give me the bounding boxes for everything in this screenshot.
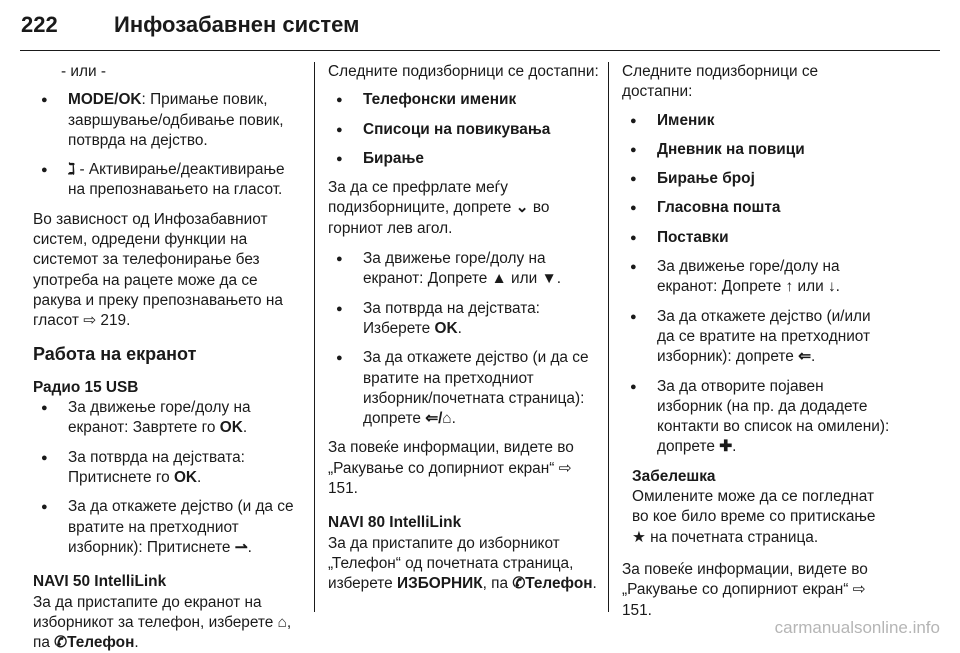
list-item: ● Поставки	[622, 228, 892, 248]
list-item: ● За движење горе/долу на екранот: Завртете го OK.	[33, 398, 303, 439]
paragraph: Следните подизборници се достапни:	[622, 63, 819, 101]
list-item: ● Бирање	[328, 149, 600, 169]
column-middle	[328, 62, 600, 595]
list-item: ● За потврда на дејствата: Изберете OK.	[328, 299, 600, 340]
note-text: Омилените може да се погледнат во кое било време со притискање ★ на почетната страница.	[632, 488, 876, 546]
key-label: MODE/OK	[68, 91, 142, 109]
page-ref[interactable]: 151.	[328, 480, 358, 498]
watermark: carmanualsonline.info	[774, 618, 940, 637]
page-ref-icon: ⇨	[852, 581, 866, 599]
voice-icon: ℷ	[68, 161, 76, 179]
list-item: ● Именик	[622, 111, 892, 131]
list-item: ● Бирање број	[622, 169, 892, 189]
page-ref-icon: ⇨	[558, 459, 572, 477]
paragraph: Следните подизборници се достапни:	[328, 63, 599, 80]
page-ref-icon: ⇨	[83, 312, 97, 330]
page-number: 222	[21, 12, 58, 37]
list-item: ● За да отворите појавен изборник (на пр. да додадете контакти во список на омилени): допрете ✚.	[622, 377, 892, 458]
column-divider	[314, 62, 315, 612]
plus-icon: ✚	[719, 438, 733, 456]
paragraph: За повеќе информации, видете во „Ракување со допирниот екран“ ⇨ 151.	[622, 560, 868, 619]
paragraph: За да пристапите до изборникот „Телефон“ од почетната страница, изберете ИЗБОРНИК, па ✆Телефон.	[328, 534, 600, 595]
subsection-heading: NAVI 50 IntelliLink	[33, 573, 167, 591]
list-item: ● За да откажете дејство (и да се вратите на претходниот изборник): Притиснете ⇀.	[33, 497, 303, 558]
page-title: Инфозабавнен систем	[114, 12, 360, 37]
paragraph: Во зависност од Инфозабавниот систем, одредени функции на системот за телефонирање без употреба на рацете може да се ракува и преку препознавањето на гласот ⇨ 219.	[33, 210, 283, 330]
section-heading: Работа на екранот	[33, 343, 197, 364]
column-divider	[608, 62, 609, 612]
list-item: ● Гласовна пошта	[622, 198, 892, 218]
paragraph: За да пристапите до екранот на изборникот за телефон, изберете ⌂, па ✆Телефон.	[33, 593, 303, 653]
paragraph: За да се префрлате меѓу подизборниците, допрете ⌄ во горниот лев агол.	[328, 179, 550, 237]
back-home-icon: ⇐/⌂	[425, 410, 452, 428]
phone-icon: ✆	[54, 634, 68, 652]
phone-icon: ✆	[512, 575, 526, 593]
list-item: ● Дневник на повици	[622, 140, 892, 160]
subsection-heading: NAVI 80 IntelliLink	[328, 514, 462, 532]
list-item: ● За да откажете дејство (и/или да се вратите на претходниот изборник): допрете ⇐.	[622, 307, 892, 368]
note-box	[622, 467, 892, 548]
list-item: ● За потврда на дејствата: Притиснете го OK.	[33, 448, 303, 489]
list-item: ● За да откажете дејство (и да се вратите на претходниот изборник/почетната страница): допрете ⇐/⌂.	[328, 348, 600, 429]
column-left	[33, 62, 303, 653]
or-separator: - или -	[61, 63, 106, 80]
list-item: ● MODE/OK: Примање повик, завршување/одбивање повик, потврда на дејство.	[33, 90, 303, 151]
list-item: ● ℷ - Активирање/деактивирање на препознавањето на гласот.	[33, 160, 303, 201]
paragraph: За повеќе информации, видете во „Ракување со допирниот екран“ ⇨ 151.	[328, 439, 574, 498]
list-item: ● За движење горе/долу на екранот: Допрете ▲ или ▼.	[328, 249, 600, 290]
page-ref[interactable]: 151.	[622, 601, 652, 619]
subsection-heading: Радио 15 USB	[33, 378, 139, 396]
list-item: ● Списоци на повикувања	[328, 120, 600, 140]
back-arrow-icon: ⇐	[798, 348, 812, 366]
back-icon: ⇀	[234, 538, 248, 556]
header-divider	[20, 50, 940, 51]
list-item: ● Телефонски именик	[328, 90, 600, 110]
column-right	[622, 62, 892, 621]
list-item: ● За движење горе/долу на екранот: Допрете ↑ или ↓.	[622, 257, 892, 298]
home-icon: ⌂	[277, 613, 287, 631]
note-title: Забелешка	[632, 467, 716, 485]
chevron-down-icon: ⌄	[515, 199, 529, 217]
page-ref[interactable]: 219.	[96, 312, 131, 330]
